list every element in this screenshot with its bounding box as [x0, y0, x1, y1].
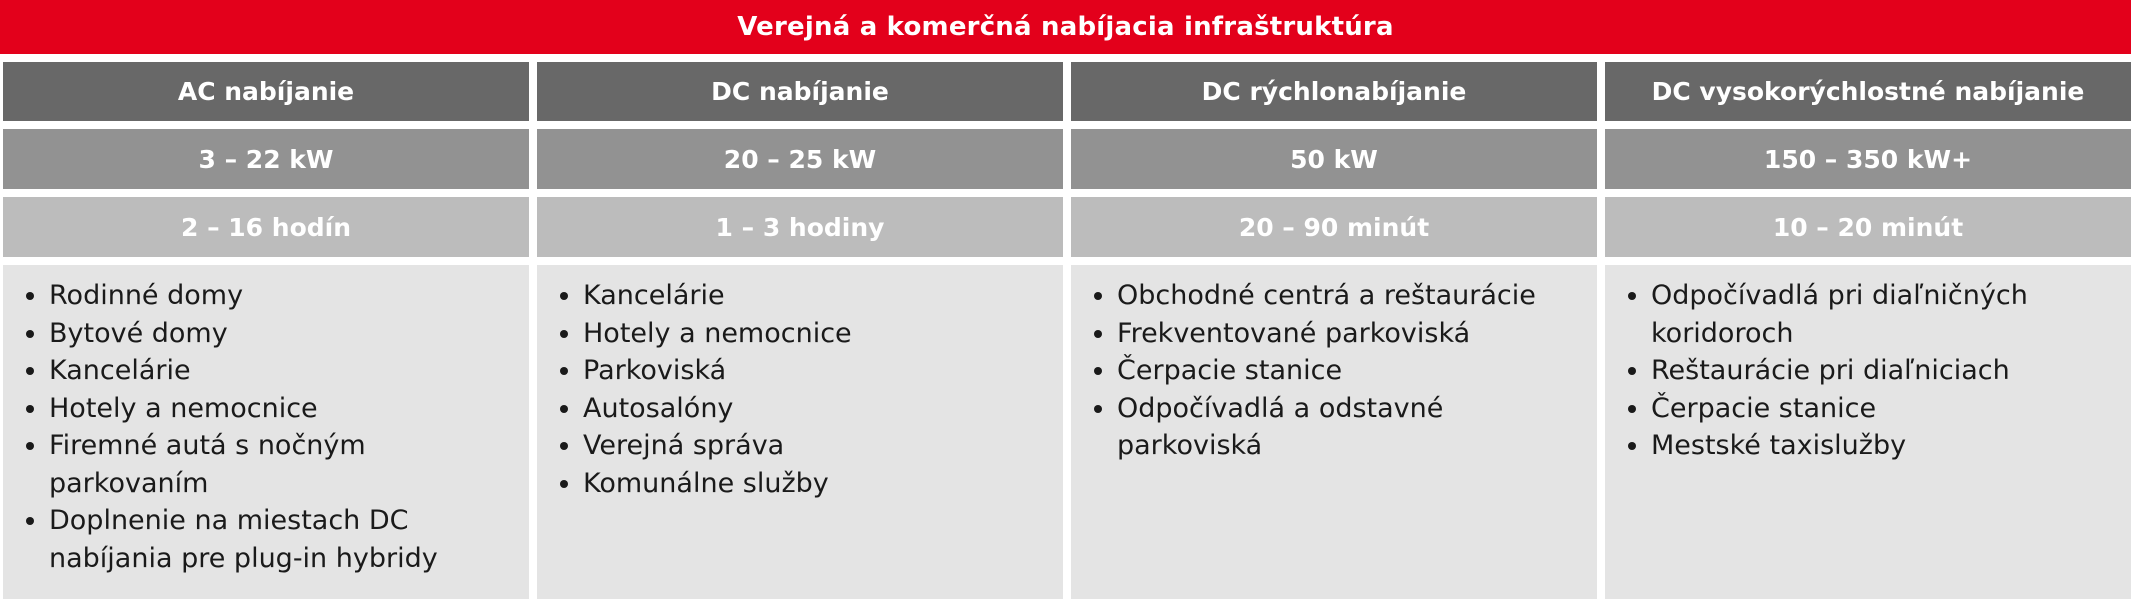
time-ac: 2 – 16 hodín — [3, 197, 529, 257]
list-item: • Kancelárie — [49, 352, 519, 390]
use-cases-dc-ultra — [1605, 265, 2131, 599]
use-case-list — [537, 277, 1053, 502]
use-cases-dc-fast — [1071, 265, 1597, 599]
use-case-list — [1605, 277, 2121, 465]
list-item: • Bytové domy — [49, 315, 519, 353]
list-item: • Hotely a nemocnice — [49, 390, 519, 428]
table-title: Verejná a komerčná nabíjacia infraštruktúra — [0, 0, 2131, 54]
list-item: • Komunálne služby — [583, 465, 1053, 503]
power-dc-fast: 50 kW — [1071, 129, 1597, 189]
list-item: • Čerpacie stanice — [1117, 352, 1587, 390]
list-item: • Autosalóny — [583, 390, 1053, 428]
power-ac: 3 – 22 kW — [3, 129, 529, 189]
list-item: • Hotely a nemocnice — [583, 315, 1053, 353]
list-item: • Obchodné centrá a reštaurácie — [1117, 277, 1587, 315]
list-item: • Reštaurácie pri diaľniciach — [1651, 352, 2121, 390]
list-item: • Firemné autá s nočným parkovaním — [49, 427, 519, 502]
table-grid — [3, 62, 2131, 599]
use-case-list — [3, 277, 519, 577]
list-item: • Odpočívadlá pri diaľničných koridoroch — [1651, 277, 2121, 352]
list-item: • Frekventované parkoviská — [1117, 315, 1587, 353]
list-item: • Čerpacie stanice — [1651, 390, 2121, 428]
use-case-list — [1071, 277, 1587, 465]
column-header-dc: DC nabíjanie — [537, 62, 1063, 121]
list-item: • Mestské taxislužby — [1651, 427, 2121, 465]
time-dc-ultra: 10 – 20 minút — [1605, 197, 2131, 257]
list-item: • Kancelárie — [583, 277, 1053, 315]
column-header-ac: AC nabíjanie — [3, 62, 529, 121]
column-header-dc-fast: DC rýchlonabíjanie — [1071, 62, 1597, 121]
list-item: • Odpočívadlá a odstavné parkoviská — [1117, 390, 1587, 465]
list-item: • Rodinné domy — [49, 277, 519, 315]
time-dc: 1 – 3 hodiny — [537, 197, 1063, 257]
column-header-dc-ultra: DC vysokorýchlostné nabíjanie — [1605, 62, 2131, 121]
power-dc: 20 – 25 kW — [537, 129, 1063, 189]
list-item: • Doplnenie na miestach DC nabíjania pre plug-in hybridy — [49, 502, 519, 577]
use-cases-ac — [3, 265, 529, 599]
list-item: • Verejná správa — [583, 427, 1053, 465]
power-dc-ultra: 150 – 350 kW+ — [1605, 129, 2131, 189]
time-dc-fast: 20 – 90 minút — [1071, 197, 1597, 257]
list-item: • Parkoviská — [583, 352, 1053, 390]
use-cases-dc — [537, 265, 1063, 599]
